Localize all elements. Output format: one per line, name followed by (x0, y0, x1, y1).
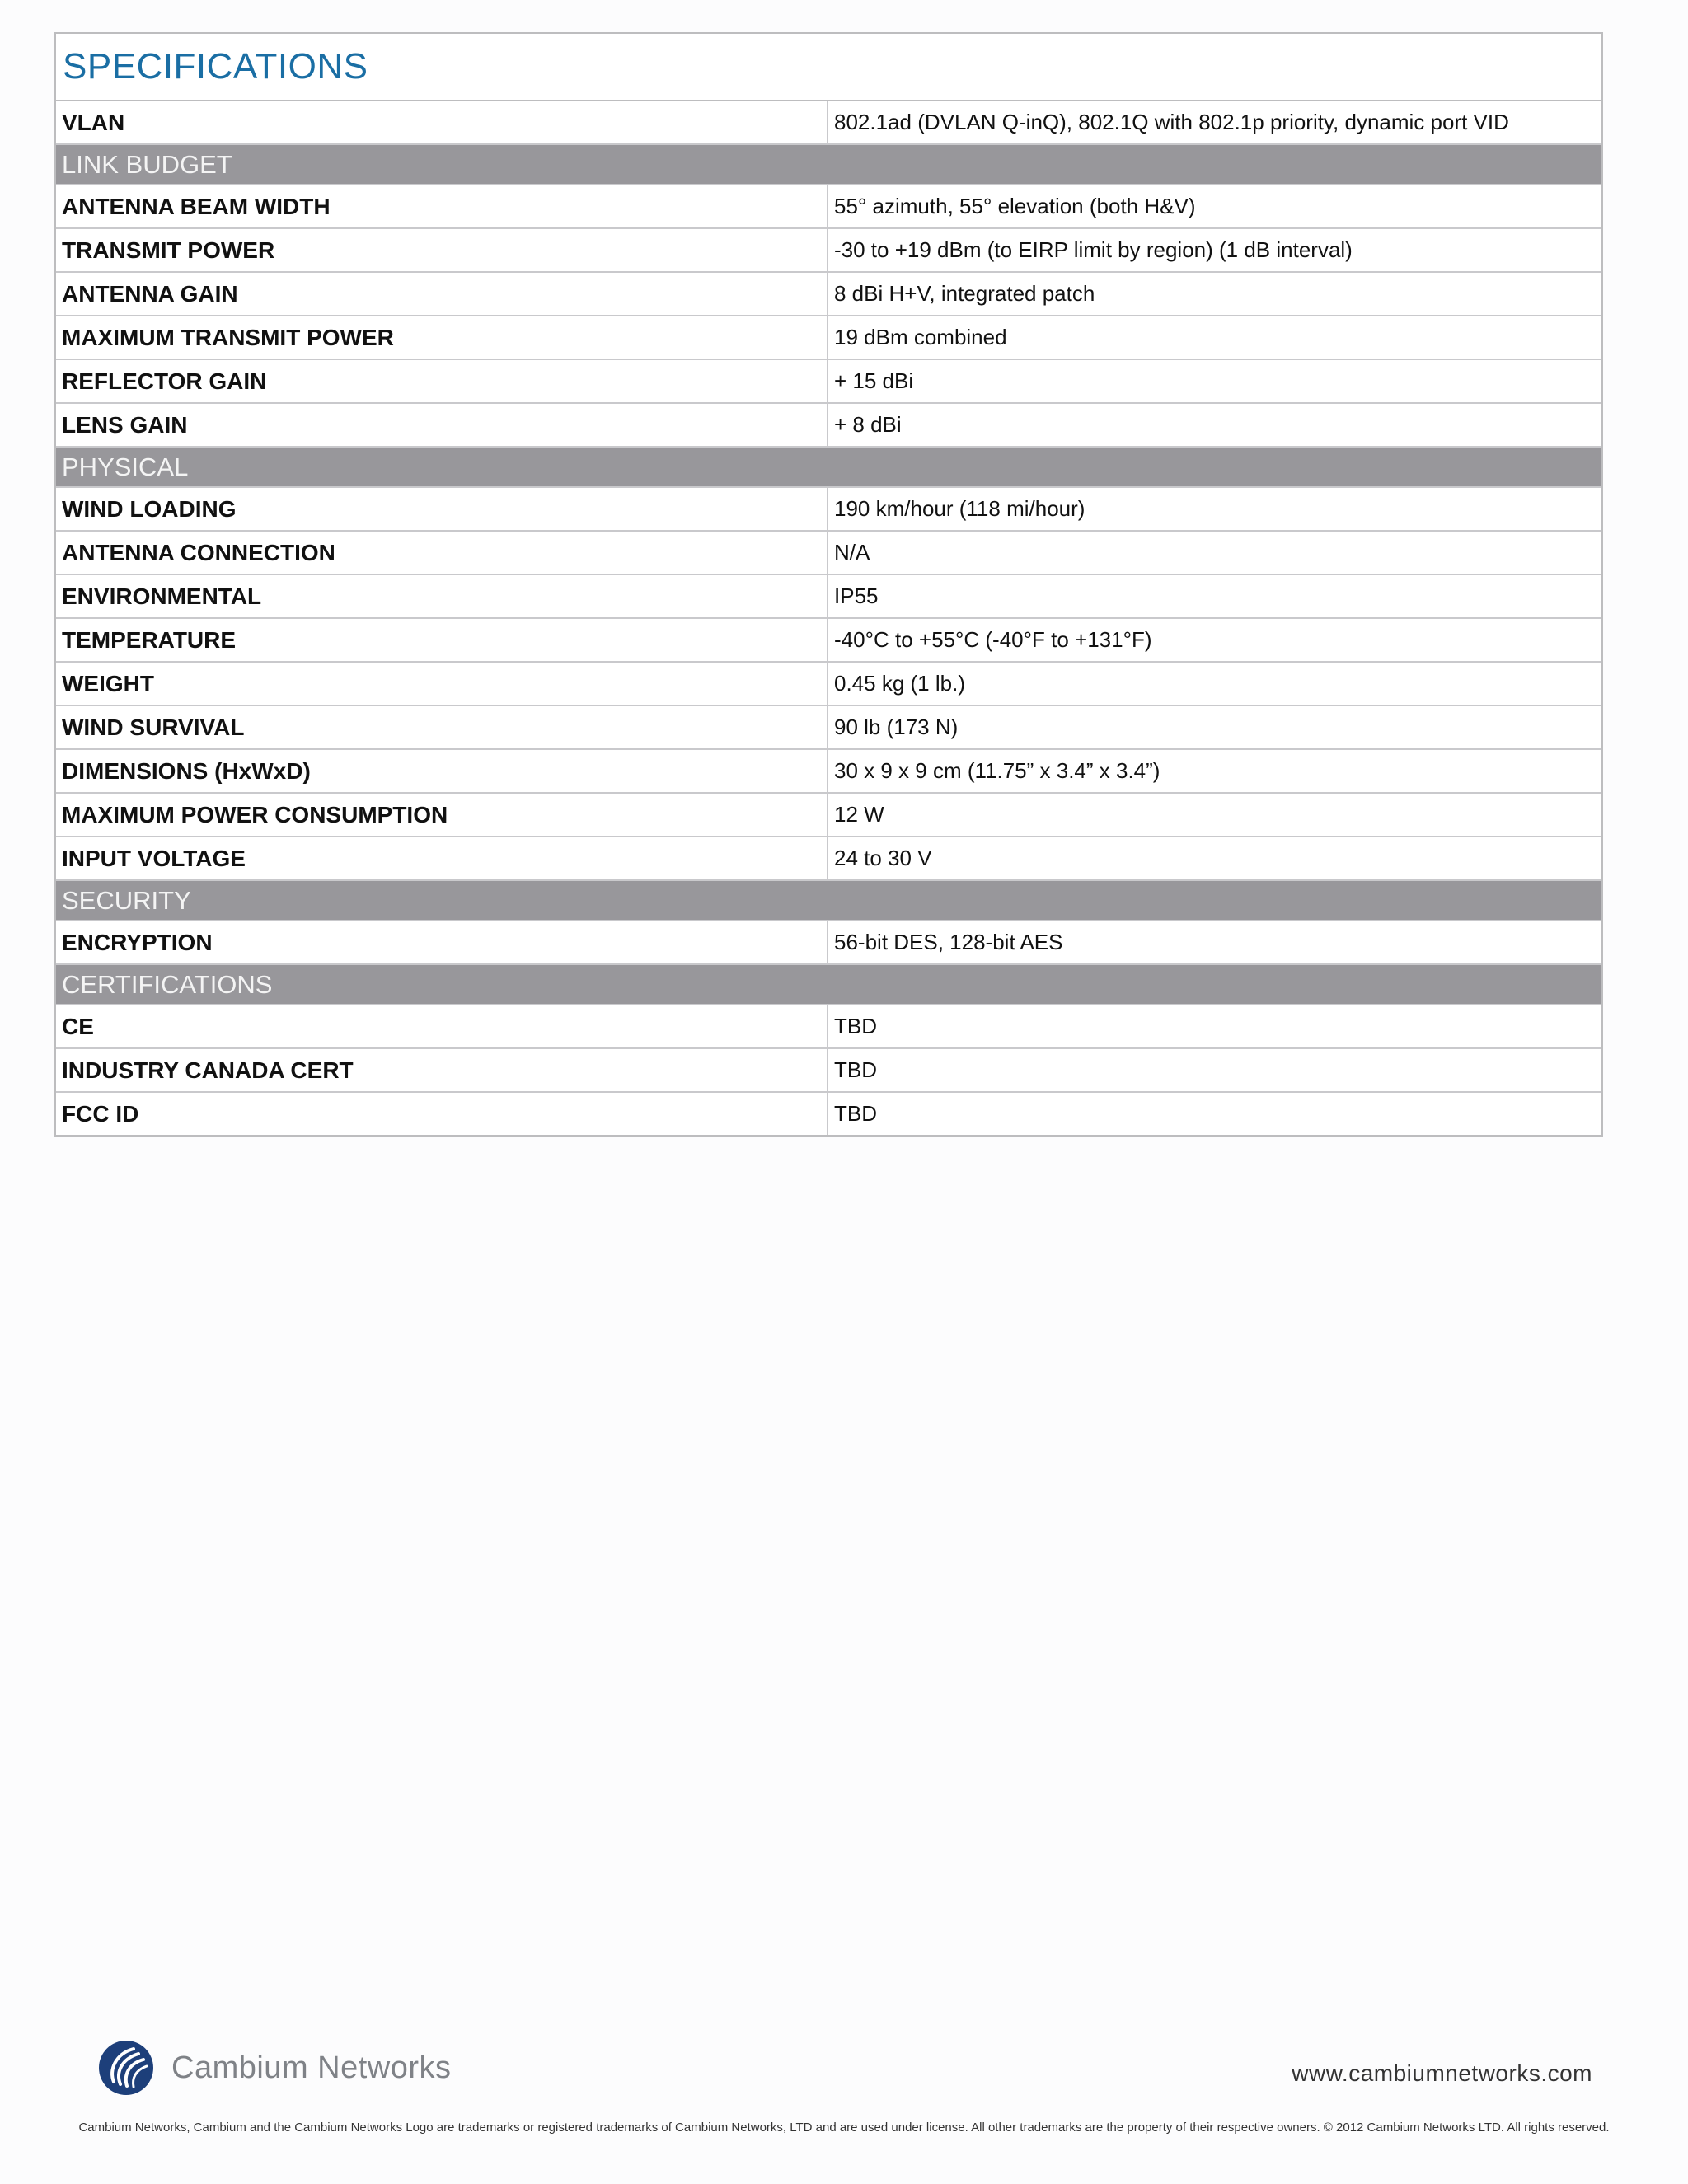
table-row (56, 185, 1601, 229)
page-title: SPECIFICATIONS (56, 34, 1601, 101)
table-row (56, 273, 1601, 316)
spec-label: WIND LOADING (56, 488, 828, 530)
spec-label: ANTENNA BEAM WIDTH (56, 185, 828, 227)
spec-label: CE (56, 1005, 828, 1047)
spec-label: VLAN (56, 101, 828, 143)
spec-value: 8 dBi H+V, integrated patch (834, 281, 1095, 306)
spec-value: + 8 dBi (834, 412, 902, 437)
spec-value: 24 to 30 V (834, 846, 932, 870)
section-header: LINK BUDGET (56, 145, 1601, 185)
table-row (56, 575, 1601, 619)
spec-label: WEIGHT (56, 663, 828, 705)
spec-label: INDUSTRY CANADA CERT (56, 1049, 828, 1091)
table-row (56, 619, 1601, 663)
spec-value: 802.1ad (DVLAN Q-inQ), 802.1Q with 802.1p priority, dynamic port VID (834, 110, 1509, 134)
table-row (56, 794, 1601, 837)
spec-value: 90 lb (173 N) (834, 715, 959, 739)
spec-value: TBD (834, 1101, 877, 1126)
spec-label: DIMENSIONS (HxWxD) (56, 750, 828, 792)
table-row (56, 404, 1601, 448)
spec-label: REFLECTOR GAIN (56, 360, 828, 402)
spec-label: WIND SURVIVAL (56, 706, 828, 748)
spec-value: IP55 (834, 583, 879, 608)
spec-value: TBD (834, 1057, 877, 1082)
spec-label: ENCRYPTION (56, 921, 828, 963)
spec-value: -30 to +19 dBm (to EIRP limit by region) (1 dB interval) (834, 237, 1353, 262)
spec-label: LENS GAIN (56, 404, 828, 446)
spec-value: -40°C to +55°C (-40°F to +131°F) (834, 627, 1152, 652)
spec-value: 19 dBm combined (834, 325, 1007, 349)
spec-label: ANTENNA CONNECTION (56, 532, 828, 574)
spec-label: MAXIMUM POWER CONSUMPTION (56, 794, 828, 836)
table-row (56, 706, 1601, 750)
spec-value: TBD (834, 1014, 877, 1038)
table-body (56, 101, 1601, 1135)
table-row (56, 921, 1601, 965)
spec-label: ENVIRONMENTAL (56, 575, 828, 617)
spec-label: INPUT VOLTAGE (56, 837, 828, 879)
spec-value: 30 x 9 x 9 cm (11.75” x 3.4” x 3.4”) (834, 758, 1160, 783)
table-row (56, 488, 1601, 532)
table-row (56, 750, 1601, 794)
spec-label: ANTENNA GAIN (56, 273, 828, 315)
table-row (56, 663, 1601, 706)
logo-text: Cambium Networks (171, 2050, 452, 2085)
spec-value: 12 W (834, 802, 884, 827)
spec-value: 56-bit DES, 128-bit AES (834, 930, 1063, 954)
spec-label: TRANSMIT POWER (56, 229, 828, 271)
company-logo (97, 2039, 452, 2097)
spec-value: 190 km/hour (118 mi/hour) (834, 496, 1085, 521)
spec-label: MAXIMUM TRANSMIT POWER (56, 316, 828, 359)
table-row (56, 532, 1601, 575)
spec-label: TEMPERATURE (56, 619, 828, 661)
specifications-table (54, 32, 1603, 1137)
spec-value: 55° azimuth, 55° elevation (both H&V) (834, 194, 1196, 218)
table-row (56, 1005, 1601, 1049)
table-row (56, 101, 1601, 145)
table-row (56, 316, 1601, 360)
table-row (56, 1049, 1601, 1093)
cambium-logo-icon (97, 2039, 155, 2097)
section-header: PHYSICAL (56, 448, 1601, 488)
table-row (56, 229, 1601, 273)
section-header: SECURITY (56, 881, 1601, 921)
section-header: CERTIFICATIONS (56, 965, 1601, 1005)
spec-value: N/A (834, 540, 870, 565)
spec-value: + 15 dBi (834, 368, 914, 393)
table-row (56, 1093, 1601, 1135)
table-row (56, 837, 1601, 881)
spec-label: FCC ID (56, 1093, 828, 1135)
website-link[interactable]: www.cambiumnetworks.com (1292, 2060, 1592, 2086)
legal-notice: Cambium Networks, Cambium and the Cambium Networks Logo are trademarks or registered trademarks of Cambium Networks, LTD and are used under license. All other trademarks are the property of their respective owners. © 2012 Cambium Networks LTD. All rights reserved. (78, 2121, 1610, 2135)
table-row (56, 360, 1601, 404)
spec-value: 0.45 kg (1 lb.) (834, 671, 965, 696)
